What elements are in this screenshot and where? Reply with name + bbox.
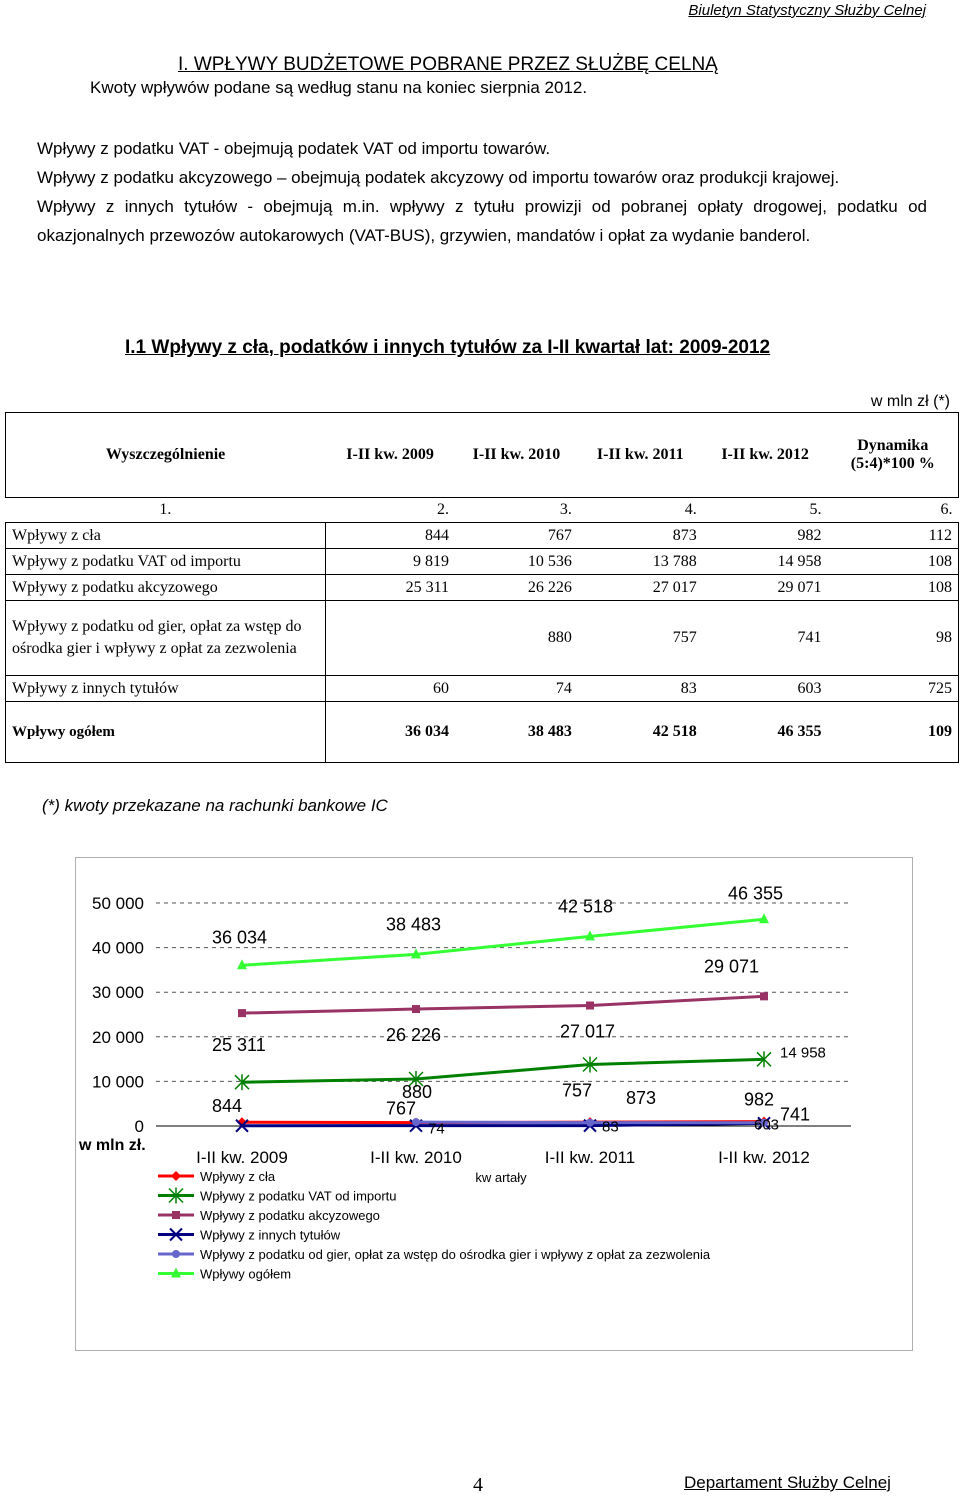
cell-value: 982: [703, 523, 828, 549]
data-label: 29 071: [704, 956, 760, 977]
header-dynamics: [828, 413, 959, 498]
cell-value: 38 483: [455, 702, 578, 763]
table-row: [6, 575, 959, 601]
cell-value: 27 017: [578, 575, 703, 601]
data-point-marker: [760, 992, 768, 1000]
cell-value: 60: [325, 676, 455, 702]
data-label: 767: [386, 1098, 417, 1119]
table-row: [6, 523, 959, 549]
footer-department: Departament Służby Celnej: [684, 1473, 891, 1492]
row-label: Wpływy z podatku VAT od importu: [6, 549, 326, 575]
column-number: 1.: [6, 498, 326, 523]
data-point-marker: [172, 1211, 180, 1219]
data-label: 83: [602, 1118, 619, 1136]
x-axis-label: kw artały: [475, 1170, 527, 1185]
cell-value: 98: [828, 601, 959, 676]
data-label: 27 017: [560, 1021, 616, 1042]
row-label: Wpływy z innych tytułów: [6, 676, 326, 702]
table-row: [6, 601, 959, 676]
cell-value: 26 226: [455, 575, 578, 601]
legend-label: Wpływy z podatku akcyzowego: [200, 1208, 380, 1223]
data-label: 25 311: [212, 1035, 266, 1056]
bulletin-header: Biuletyn Statystyczny Służby Celnej: [688, 2, 926, 19]
cell-value: 108: [828, 575, 959, 601]
column-number: 3.: [455, 498, 578, 523]
y-tick-label: 0: [134, 1117, 144, 1136]
header-dynamics-title: Dynamika: [857, 437, 929, 454]
legend-label: Wpływy z innych tytułów: [200, 1227, 341, 1243]
cell-value: 757: [578, 601, 703, 676]
column-number: 6.: [828, 498, 959, 523]
header-2009: I-II kw. 2009: [325, 413, 455, 498]
cell-value: 13 788: [578, 549, 703, 575]
cell-value: 42 518: [578, 702, 703, 763]
legend-label: Wpływy ogółem: [200, 1266, 292, 1282]
table-row: [6, 549, 959, 575]
y-tick-label: 30 000: [92, 983, 144, 1003]
cell-value: 844: [325, 523, 455, 549]
cell-value: 36 034: [325, 702, 455, 763]
cell-value: 74: [455, 676, 578, 702]
x-tick-label: I-II kw. 2010: [370, 1148, 462, 1167]
table-row: [6, 676, 959, 702]
x-tick-label: I-II kw. 2011: [544, 1148, 636, 1167]
cell-value: 108: [828, 549, 959, 575]
description-vat: Wpływy z podatku VAT - obejmują podatek VAT od importu towarów.: [37, 139, 551, 158]
data-label: 873: [626, 1088, 657, 1109]
page-subtitle: Kwoty wpływów podane są według stanu na koniec sierpnia 2012.: [90, 78, 588, 97]
table-header-row: [6, 413, 959, 498]
cell-value: 10 536: [455, 549, 578, 575]
data-label: 46 355: [728, 883, 784, 904]
column-number: 5.: [703, 498, 828, 523]
cell-value: 880: [455, 601, 578, 676]
cell-value: [325, 601, 455, 676]
x-tick-label: I-II kw. 2009: [196, 1148, 288, 1167]
column-number-row: [6, 498, 959, 523]
table-row-total: [6, 702, 959, 763]
cell-value: 725: [828, 676, 959, 702]
y-tick-label: 10 000: [92, 1072, 144, 1092]
cell-value: 741: [703, 601, 828, 676]
series-line: [242, 1059, 764, 1082]
cell-value: 25 311: [325, 575, 455, 601]
data-point-marker: [412, 1005, 420, 1013]
data-point-marker: [412, 1118, 420, 1126]
series-line: [242, 996, 764, 1013]
unit-label: w mln zł (*): [870, 393, 950, 410]
data-label: 14 958: [780, 1044, 826, 1062]
row-label: Wpływy z cła: [6, 523, 326, 549]
column-number: 4.: [578, 498, 703, 523]
data-point-marker: [586, 1119, 594, 1127]
data-label: 982: [744, 1089, 775, 1110]
data-label: 757: [562, 1080, 593, 1101]
footnote: (*) kwoty przekazane na rachunki bankowe IC: [42, 796, 388, 815]
cell-value: 603: [703, 676, 828, 702]
data-label: 26 226: [386, 1025, 442, 1046]
x-tick-label: I-II kw. 2012: [718, 1148, 810, 1167]
series-line: [242, 919, 764, 965]
table-title: I.1 Wpływy z cła, podatków i innych tytułów za I-II kwartał lat: 2009-2012: [125, 337, 771, 358]
data-label: 74: [428, 1120, 445, 1138]
description-other: Wpływy z innych tytułów - obejmują m.in. wpływy z tytułu prowizji od pobranej opłaty drogowej, podatku od okazjonalnych przewozów autokarowych (VAT-BUS), grzywien, mandatów i opłat za wydanie banderol.: [37, 197, 927, 245]
data-label: 36 034: [212, 927, 268, 948]
cell-value: 83: [578, 676, 703, 702]
data-label: 844: [212, 1096, 243, 1117]
cell-value: 14 958: [703, 549, 828, 575]
cell-value: 873: [578, 523, 703, 549]
cell-value: 112: [828, 523, 959, 549]
page-number: 4: [473, 1474, 483, 1496]
description-block: [37, 134, 927, 250]
revenue-line-chart: [76, 858, 912, 1350]
data-point-marker: [238, 1009, 246, 1017]
header-2011: I-II kw. 2011: [578, 413, 703, 498]
y-tick-label: 20 000: [92, 1027, 144, 1047]
legend-label: Wpływy z cła: [200, 1169, 276, 1184]
y-tick-label: 50 000: [92, 894, 144, 913]
data-label: 741: [780, 1104, 811, 1125]
cell-value: 46 355: [703, 702, 828, 763]
data-label: 603: [754, 1116, 780, 1134]
y-tick-label: 40 000: [92, 938, 144, 958]
data-point-marker: [586, 1002, 594, 1010]
data-label: 38 483: [386, 914, 442, 935]
cell-value: 29 071: [703, 575, 828, 601]
column-number: 2.: [325, 498, 455, 523]
data-label: 42 518: [558, 896, 614, 917]
cell-value: 9 819: [325, 549, 455, 575]
legend-label: Wpływy z podatku od gier, opłat za wstęp do ośrodka gier i wpływy z opłat za zezwolenia: [200, 1247, 711, 1262]
y-axis-unit-label: w mln zł.: [79, 1137, 146, 1154]
header-description: Wyszczególnienie: [6, 413, 326, 498]
description-excise: Wpływy z podatku akcyzowego – obejmują podatek akcyzowy od importu towarów oraz produkcji krajowej.: [37, 168, 840, 187]
revenue-table: [5, 412, 959, 763]
header-2010: I-II kw. 2010: [455, 413, 578, 498]
row-label: Wpływy ogółem: [6, 702, 326, 763]
data-point-marker: [171, 1171, 181, 1181]
data-label: 880: [402, 1082, 433, 1103]
row-label: Wpływy z podatku akcyzowego: [6, 575, 326, 601]
header-2012: I-II kw. 2012: [703, 413, 828, 498]
cell-value: 109: [828, 702, 959, 763]
chart-frame: [75, 857, 913, 1351]
page-title: I. WPŁYWY BUDŻETOWE POBRANE PRZEZ SŁUŻBĘ CELNĄ: [178, 54, 718, 75]
data-point-marker: [172, 1250, 180, 1258]
legend-label: Wpływy z podatku VAT od importu: [200, 1188, 397, 1204]
cell-value: 767: [455, 523, 578, 549]
row-label: Wpływy z podatku od gier, opłat za wstęp do ośrodka gier i wpływy z opłat za zezwolenia: [6, 601, 326, 676]
header-dynamics-formula: (5:4)*100 %: [850, 455, 935, 472]
